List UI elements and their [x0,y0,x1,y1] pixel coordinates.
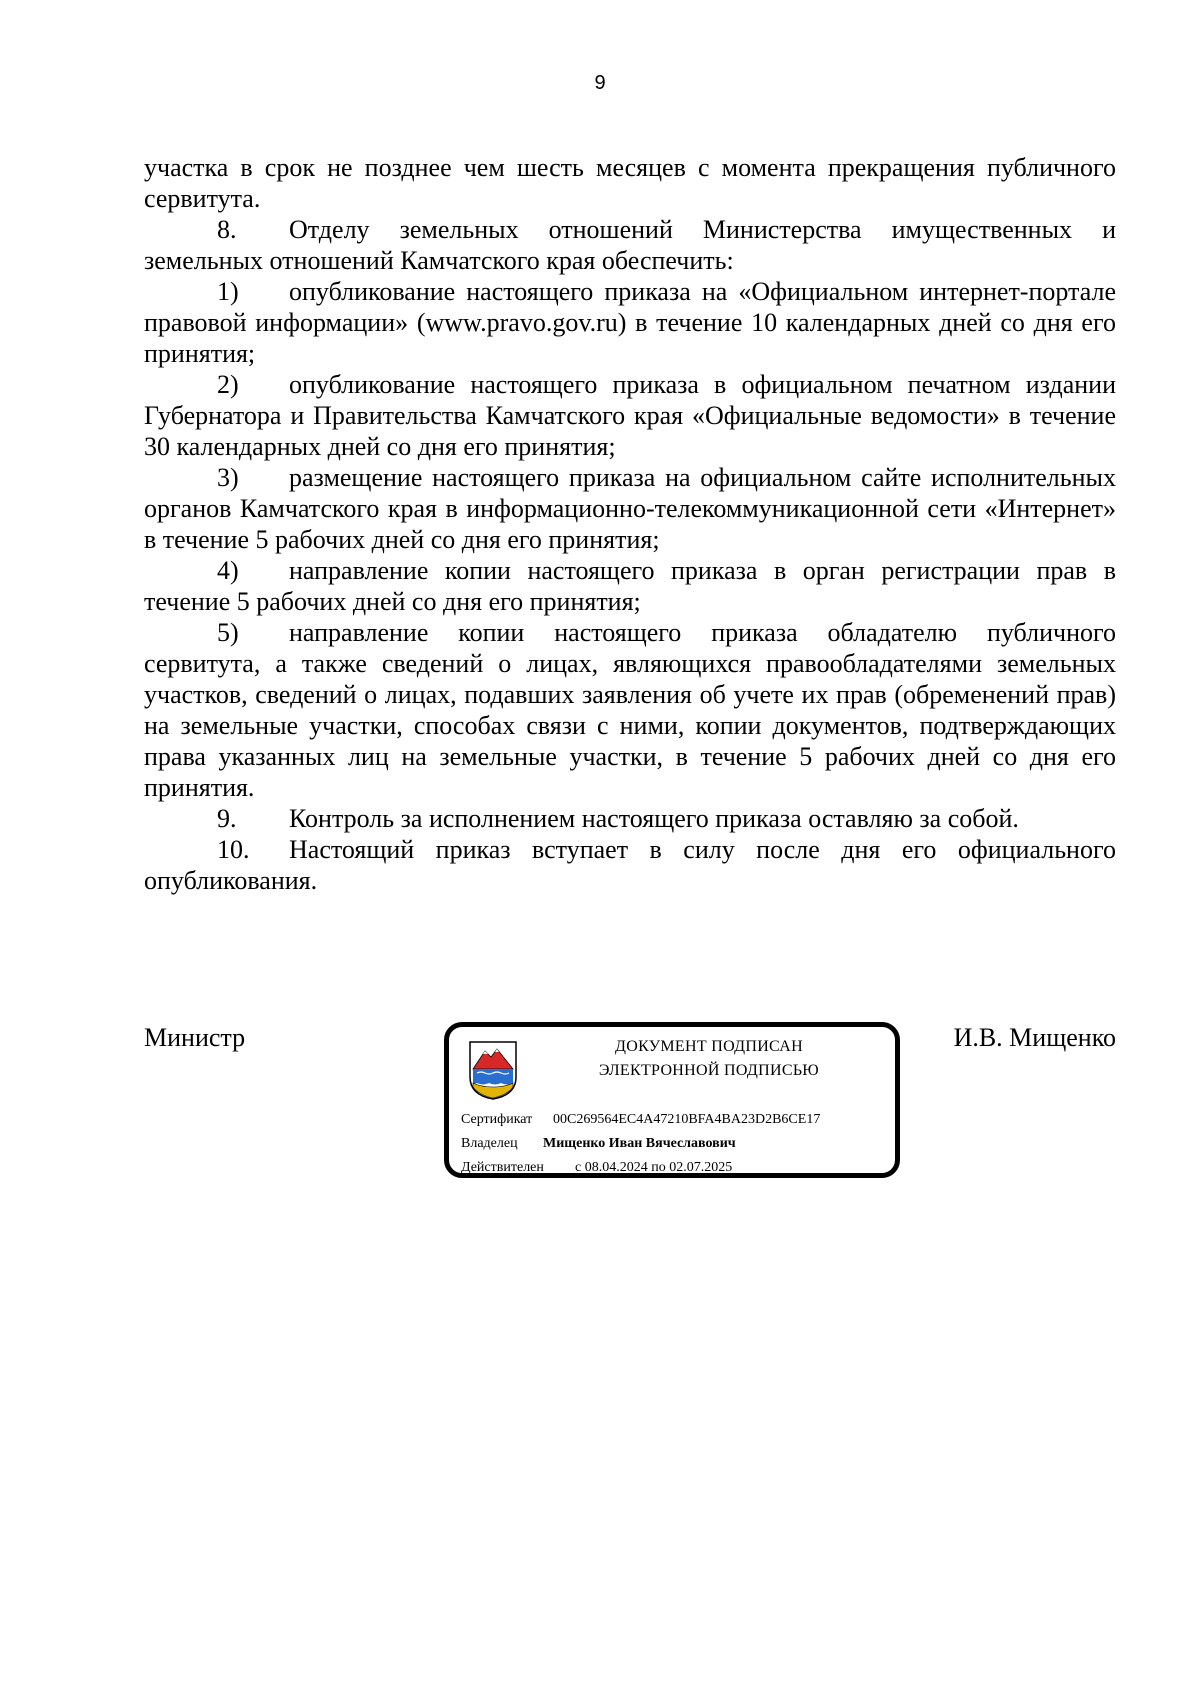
subclause-text: опубликование настоящего приказа на «Официальном интернет-портале правовой информации» (www.pravo.gov.ru) в течение 10 календарных дней со дня его принятия; [144,277,1116,368]
subclause-4 [144,555,1116,617]
stamp-certificate-row [461,1111,820,1129]
clause-text: Настоящий приказ вступает в силу после дня его официального опубликования. [144,835,1116,895]
subclause-1 [144,276,1116,369]
paragraph-continuation: участка в срок не позднее чем шесть месяцев с момента прекращения публичного сервитута. [144,153,1116,213]
validity-value: с 08.04.2024 по 02.07.2025 [575,1160,733,1175]
subclause-text: размещение настоящего приказа на официальном сайте исполнительных органов Камчатского края в информационно-телекоммуникационной сети «Интернет» в течение 5 рабочих дней со дня его принятия; [144,463,1116,554]
subclause-number: 3) [217,463,239,492]
owner-label: Владелец [461,1136,518,1151]
subclause-number: 4) [217,556,239,585]
certificate-label: Сертификат [461,1112,533,1127]
clause-number: 9. [217,804,237,833]
owner-value: Мищенко Иван Вячеславович [543,1136,736,1151]
clause-9 [144,803,1116,834]
clause-text: Контроль за исполнением настоящего приказа оставляю за собой. [289,804,1019,833]
subclause-text: опубликование настоящего приказа в официальном печатном издании Губернатора и Правительства Камчатского края «Официальные ведомости» в течение 30 календарных дней со дня его принятия; [144,370,1116,461]
subclause-text: направление копии настоящего приказа обладателю публичного сервитута, а также сведений о лицах, являющихся правообладателями земельных участков, сведений о лицах, подавших заявления об учете их прав (обременений прав) на земельные участки, способах связи с ними, копии документов, подтверждающих права указанных лиц на земельные участки, в течение 5 рабочих дней со дня его принятия. [144,618,1116,802]
subclause-text: направление копии настоящего приказа в орган регистрации прав в течение 5 рабочих дней со дня его принятия; [144,556,1116,616]
clause-10 [144,834,1116,896]
subclause-number: 2) [217,370,239,399]
stamp-owner-row [461,1135,736,1153]
subclause-2 [144,369,1116,462]
subclause-3 [144,462,1116,555]
clause-number: 8. [217,215,237,244]
certificate-value: 00C269564EC4A47210BFA4BA23D2B6CE17 [553,1112,821,1127]
clause-number: 10. [217,835,250,864]
subclause-number: 5) [217,618,239,647]
clause-8 [144,214,1116,276]
subclause-number: 1) [217,277,239,306]
signer-name: И.В. Мищенко [953,1023,1116,1052]
electronic-signature-stamp [444,1022,900,1178]
stamp-title-line1: ДОКУМЕНТ ПОДПИСАН [615,1038,803,1055]
subclause-5 [144,617,1116,803]
document-body [144,152,1116,896]
stamp-validity-row [461,1159,732,1177]
kamchatka-coat-of-arms-icon [467,1039,519,1101]
stamp-title-line2: ЭЛЕКТРОННОЙ ПОДПИСЬЮ [598,1062,820,1079]
validity-label: Действителен [461,1160,544,1175]
signer-position: Министр [144,1023,246,1052]
page-number: 9 [594,72,606,94]
clause-text: Отделу земельных отношений Министерства имущественных и земельных отношений Камчатского края обеспечить: [144,215,1116,275]
